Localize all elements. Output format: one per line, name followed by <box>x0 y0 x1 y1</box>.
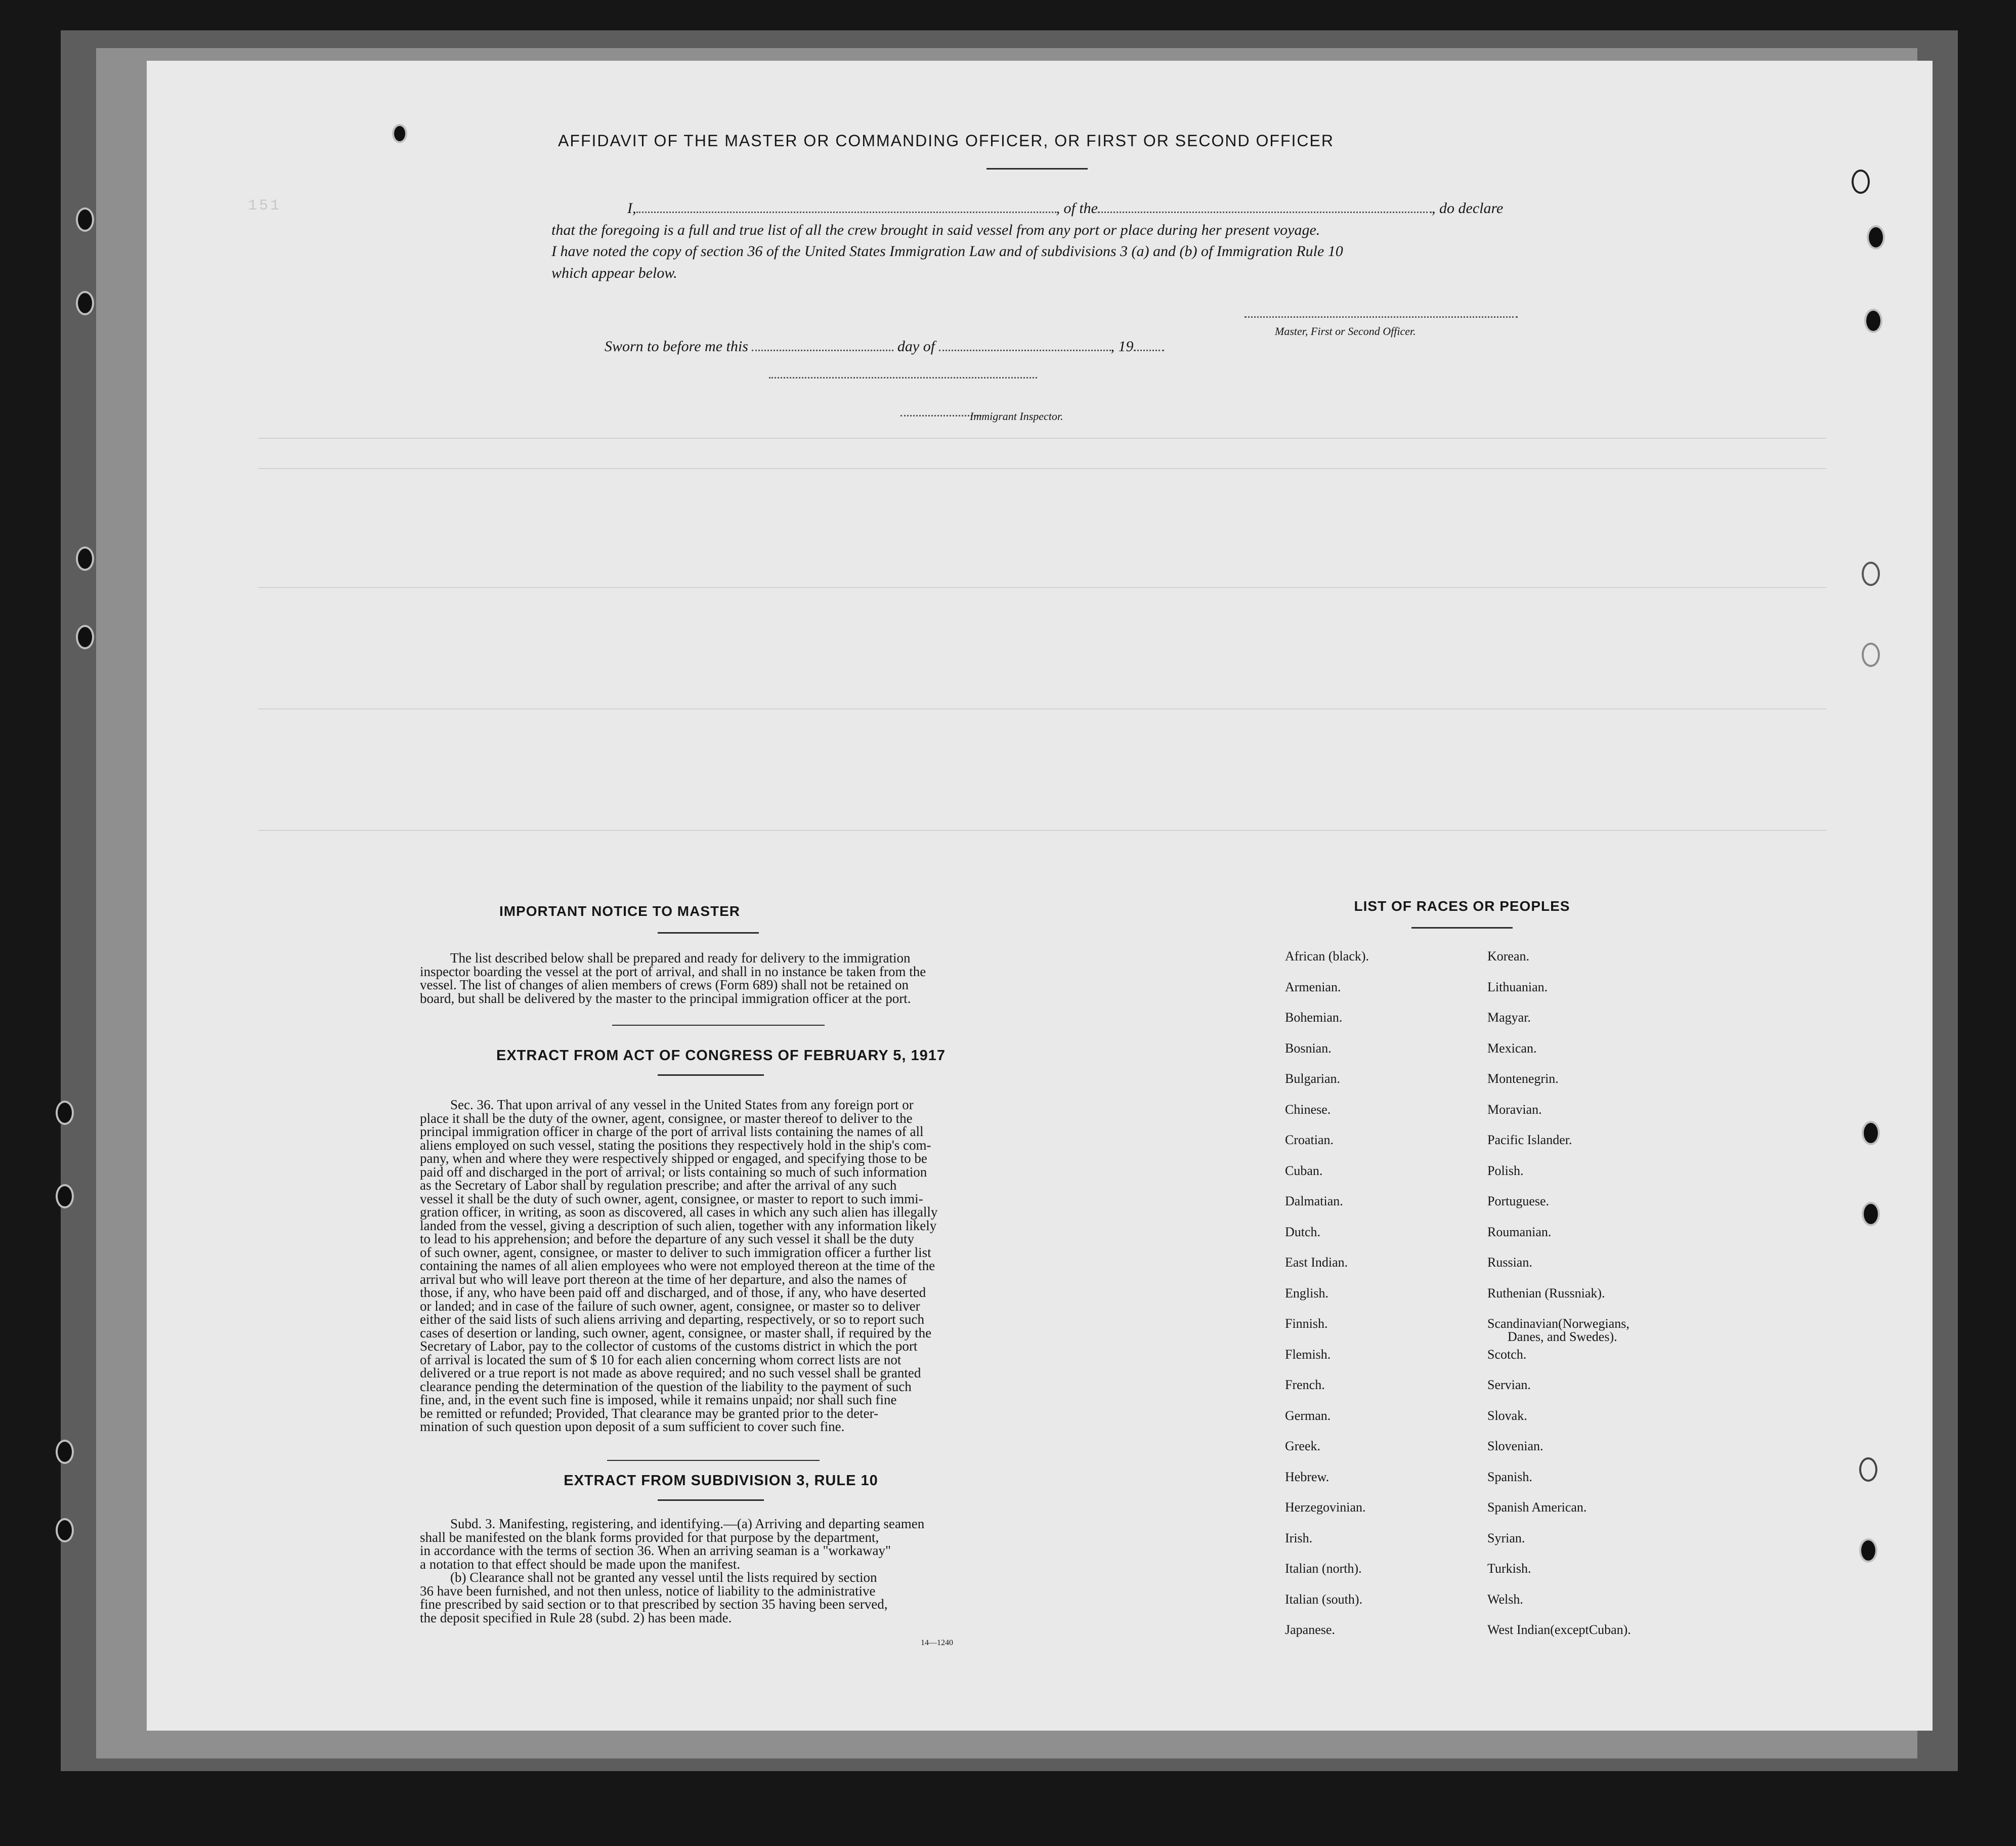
inspector-label: Immigrant Inspector. <box>970 410 1063 423</box>
affidavit-line2: that the foregoing is a full and true list of all the crew brought in said vessel from any port or place during her present voyage. <box>551 222 1320 238</box>
race-entry: Bohemian. <box>1285 1010 1343 1025</box>
act-extract-line: fine, and, in the event such fine is imposed, while it remains unpaid; nor shall such fine <box>420 1392 897 1407</box>
section-divider <box>612 1025 825 1026</box>
race-entry: Turkish. <box>1487 1561 1531 1576</box>
binder-hole <box>1859 1457 1877 1482</box>
race-entry: Ruthenian (Russniak). <box>1487 1285 1605 1300</box>
form-number: 14—1240 <box>921 1639 953 1647</box>
binder-hole <box>76 625 94 649</box>
binder-hole <box>56 1101 74 1125</box>
binder-hole <box>76 291 94 315</box>
ghost-rule <box>258 438 1826 439</box>
act-extract-line: as the Secretary of Labor shall by regulation prescribe; and after the arrival of any such <box>420 1178 897 1193</box>
rule-extract-line: the deposit specified in Rule 28 (subd. 2) has been made. <box>420 1610 732 1625</box>
act-extract-line: cases of desertion or landing, such owner, agent, consignee, or master shall, if required by the <box>420 1325 932 1340</box>
race-entry: East Indian. <box>1285 1255 1348 1270</box>
vessel-name-field[interactable] <box>1098 212 1432 213</box>
rule-extract-line: shall be manifested on the blank forms provided for that purpose by the department, <box>420 1529 879 1545</box>
sworn-day-label: day of <box>897 338 935 355</box>
race-entry: Hebrew. <box>1285 1469 1329 1484</box>
act-extract-line: arrival but who will leave port thereon at the time of her departure, and also the names of <box>420 1271 907 1287</box>
race-entry: African (black). <box>1285 949 1369 963</box>
ghost-page-number: 151 <box>248 197 282 215</box>
rule-extract-line: (b) Clearance shall not be granted any vessel until the lists required by section <box>450 1570 877 1585</box>
race-entry: Roumanian. <box>1487 1224 1552 1239</box>
act-extract-text <box>420 1098 1022 1434</box>
race-entry: Greek. <box>1285 1439 1321 1453</box>
act-extract-line: vessel it shall be the duty of such owner, agent, consignee, or master to report to such immi- <box>420 1191 923 1206</box>
act-extract-line: pany, when and where they were respectively shipped or engaged, and specifying those to be <box>420 1151 927 1166</box>
race-entry: English. <box>1285 1285 1328 1300</box>
race-entry: Montenegrin. <box>1487 1071 1559 1086</box>
race-entry: West Indian(exceptCuban). <box>1487 1622 1631 1637</box>
binder-hole <box>1862 643 1880 667</box>
affidavit-title: AFFIDAVIT OF THE MASTER OR COMMANDING OFFICER, OR FIRST OR SECOND OFFICER <box>558 132 1334 150</box>
race-entry: Flemish. <box>1285 1347 1331 1362</box>
notice-line: vessel. The list of changes of alien members of crews (Form 689) shall not be retained on <box>420 977 909 992</box>
affidavit-of-the: , of the <box>1056 200 1098 217</box>
sworn-year-label: , 19 <box>1110 338 1134 355</box>
race-entry: Herzegovinian. <box>1285 1500 1366 1515</box>
inspector-signature-field[interactable] <box>769 377 1037 379</box>
act-extract-line: landed from the vessel, giving a description of such alien, together with any information likely <box>420 1218 937 1233</box>
race-entry: Irish. <box>1285 1530 1313 1545</box>
race-entry: Magyar. <box>1487 1010 1531 1025</box>
affidavit-declare: , do declare <box>1432 200 1504 217</box>
sworn-prefix: Sworn to before me this <box>605 338 748 355</box>
notice-line: board, but shall be delivered by the master to the principal immigration officer at the port. <box>420 990 911 1006</box>
race-entry: Polish. <box>1487 1163 1524 1178</box>
race-entry: Servian. <box>1487 1377 1531 1392</box>
race-entry: Armenian. <box>1285 979 1341 994</box>
notice-line: inspector boarding the vessel at the port of arrival, and shall in no instance be taken from the <box>420 963 926 979</box>
section-divider <box>607 1460 820 1461</box>
race-entry: Scandinavian(Norwegians, <box>1487 1316 1629 1331</box>
race-entry: Scotch. <box>1487 1347 1527 1362</box>
race-entry: Chinese. <box>1285 1102 1331 1117</box>
affidavit-line3: I have noted the copy of section 36 of the United States Immigration Law and of subdivisions 3 (a) and (b) of Immigration Rule 10 <box>551 243 1343 260</box>
race-entry: Portuguese. <box>1487 1194 1550 1208</box>
act-extract-line: aliens employed on such vessel, stating the positions they respectively hold in the ship's com- <box>420 1137 931 1153</box>
race-entry: Slovenian. <box>1487 1439 1543 1453</box>
race-entry: Syrian. <box>1487 1530 1525 1545</box>
binder-hole <box>1862 562 1880 586</box>
ghost-rule <box>258 468 1826 469</box>
race-entry: Spanish American. <box>1487 1500 1587 1515</box>
race-entry: Korean. <box>1487 949 1530 963</box>
notice-text <box>420 951 1022 1005</box>
binder-hole <box>56 1184 74 1208</box>
binder-hole <box>76 207 94 232</box>
binder-hole <box>56 1440 74 1464</box>
rule-extract-line: fine prescribed by said section or to that prescribed by section 35 having been served, <box>420 1597 888 1612</box>
race-entry: Italian (north). <box>1285 1561 1362 1576</box>
ghost-rule <box>258 830 1826 831</box>
act-extract-line: principal immigration officer in charge of the port of arrival lists containing the names of all <box>420 1124 924 1139</box>
act-extract-title-rule <box>658 1074 764 1076</box>
races-title: LIST OF RACES OR PEOPLES <box>1354 898 1570 914</box>
race-entry: Japanese. <box>1285 1622 1335 1637</box>
sworn-line <box>605 338 1164 355</box>
race-entry: Mexican. <box>1487 1040 1537 1056</box>
race-entry: Pacific Islander. <box>1487 1132 1572 1147</box>
race-entry: French. <box>1285 1377 1325 1392</box>
rule-extract-line: a notation to that effect should be made upon the manifest. <box>420 1556 741 1572</box>
binder-hole <box>1862 1202 1880 1226</box>
rule-extract-line: in accordance with the terms of section 36. When an arriving seaman is a "workaway" <box>420 1543 891 1558</box>
race-entry: Welsh. <box>1487 1591 1523 1607</box>
act-extract-line: containing the names of all alien employees who were not employed thereon at the time of the <box>420 1258 935 1273</box>
act-extract-line: gration officer, in writing, as soon as discovered, all cases in which any such alien has illegally <box>420 1204 938 1220</box>
document-page <box>147 61 1933 1731</box>
officer-name-field[interactable] <box>636 212 1056 213</box>
race-entry-continuation: Danes, and Swedes). <box>1508 1329 1617 1344</box>
race-entry: Spanish. <box>1487 1469 1532 1484</box>
inspector-signature-field-2[interactable] <box>900 415 981 416</box>
binder-hole <box>1864 309 1882 333</box>
notice-title: IMPORTANT NOTICE TO MASTER <box>499 903 741 919</box>
binder-hole <box>1862 1121 1880 1145</box>
rule-extract-line: 36 have been furnished, and not then unless, notice of liability to the administrative <box>420 1583 876 1599</box>
rule-extract-line: Subd. 3. Manifesting, registering, and identifying.—(a) Arriving and departing seamen <box>450 1516 925 1531</box>
race-entry: Slovak. <box>1487 1408 1527 1423</box>
race-entry: Cuban. <box>1285 1163 1323 1178</box>
binder-hole <box>392 124 407 143</box>
binder-hole <box>1859 1538 1877 1563</box>
binder-hole <box>76 547 94 571</box>
act-extract-line: either of the said lists of such aliens arriving and departing, respectively, or so to report such <box>420 1312 924 1327</box>
affidavit-title-rule <box>986 168 1088 170</box>
races-title-rule <box>1411 927 1513 929</box>
act-extract-line: of arrival is located the sum of $ 10 for each alien concerning whom correct lists are not <box>420 1352 902 1367</box>
binder-hole <box>1867 225 1885 249</box>
race-entry: Russian. <box>1487 1255 1532 1270</box>
race-entry: Italian (south). <box>1285 1591 1363 1607</box>
act-extract-line: to lead to his apprehension; and before the departure of any such vessel it shall be the duty <box>420 1231 914 1246</box>
affidavit-line1 <box>551 200 1508 217</box>
notice-line: The list described below shall be prepared and ready for delivery to the immigration <box>450 950 911 966</box>
sworn-day-field[interactable] <box>752 350 893 351</box>
race-entry: Dutch. <box>1285 1224 1321 1239</box>
affidavit-i: I, <box>627 200 636 217</box>
race-entry: Finnish. <box>1285 1316 1328 1331</box>
affidavit-line4: which appear below. <box>551 265 677 281</box>
race-entry: German. <box>1285 1408 1331 1423</box>
master-signature-label: Master, First or Second Officer. <box>1275 325 1416 338</box>
sworn-month-field[interactable] <box>939 350 1111 351</box>
race-entry: Lithuanian. <box>1487 979 1548 994</box>
sworn-year-field[interactable] <box>1134 350 1164 351</box>
race-entry: Moravian. <box>1487 1102 1542 1117</box>
act-extract-line: place it shall be the duty of the owner, agent, consignee, or master thereof to deliver to the <box>420 1110 913 1126</box>
rule-extract-title: EXTRACT FROM SUBDIVISION 3, RULE 10 <box>564 1473 878 1489</box>
act-extract-line: or landed; and in case of the failure of such owner, agent, consignee, or master so to deliver <box>420 1298 920 1314</box>
act-extract-line: paid off and discharged in the port of arrival; or lists containing so much of such information <box>420 1164 927 1180</box>
race-entry: Dalmatian. <box>1285 1194 1343 1208</box>
ghost-rule <box>258 587 1826 588</box>
act-extract-line: be remitted or refunded; Provided, That clearance may be granted prior to the deter- <box>420 1405 879 1421</box>
race-entry: Croatian. <box>1285 1132 1334 1147</box>
act-extract-line: delivered or a true report is not made as above required; and no such vessel shall be granted <box>420 1365 921 1380</box>
binder-hole <box>1852 170 1870 194</box>
binder-hole <box>56 1518 74 1542</box>
notice-title-rule <box>658 932 759 934</box>
ghost-rule <box>258 708 1826 709</box>
act-extract-line: Secretary of Labor, pay to the collector of customs of the customs district in which the port <box>420 1338 918 1354</box>
race-entry: Bulgarian. <box>1285 1071 1341 1086</box>
race-entry: Bosnian. <box>1285 1040 1332 1056</box>
act-extract-line: of such owner, agent, consignee, or master to deliver to such immigration officer a further list <box>420 1244 931 1260</box>
rule-extract-title-rule <box>658 1499 764 1501</box>
act-extract-line: mination of such question upon deposit of a sum sufficient to cover such fine. <box>420 1419 845 1434</box>
act-extract-line: those, if any, who have been paid off and discharged, and of those, if any, who have deserted <box>420 1285 926 1300</box>
master-signature-field[interactable] <box>1245 316 1518 318</box>
act-extract-line: Sec. 36. That upon arrival of any vessel in the United States from any foreign port or <box>450 1097 914 1112</box>
rule-extract-text <box>420 1517 1022 1624</box>
act-extract-title: EXTRACT FROM ACT OF CONGRESS OF FEBRUARY 5, 1917 <box>496 1047 946 1064</box>
act-extract-line: clearance pending the determination of the question of the liability to the payment of such <box>420 1378 912 1394</box>
